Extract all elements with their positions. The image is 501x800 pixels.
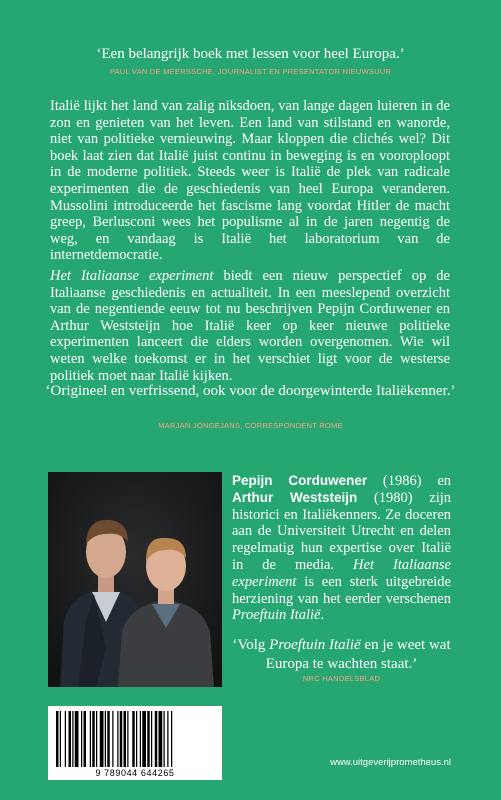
barcode-bar xyxy=(100,711,104,767)
bio-book-title: Het Italiaanse experiment xyxy=(232,556,451,590)
description-paragraph-2-text: biedt een nieuw perspectief op de Italiaanse geschiedenis en actualiteit. In een meeslepend overzicht van de negentiende eeuw tot nu beschrijven Pepijn Corduwener en Arthur Weststeijn hoe Italië keer op keer nieuwe politieke experimenten lanceert die elders worden overgenomen. Wie wil weten welke toekomst er in het verschiet ligt voor de westerse politiek moet naar Italië kijken. xyxy=(50,268,450,384)
isbn-barcode xyxy=(48,706,222,780)
barcode-bar xyxy=(171,711,172,767)
barcode-bar xyxy=(96,711,97,767)
description-paragraph-2 xyxy=(50,268,450,384)
middle-quote-attribution: MARJAN JONGEJANS, CORRESPONDENT ROME xyxy=(158,421,343,430)
middle-quote: ‘Origineel en verfrissend, ook voor de doorgewinterde Italiëkenner.’ xyxy=(45,383,456,399)
barcode-bar xyxy=(90,711,91,767)
barcode-bar xyxy=(65,711,66,767)
barcode-bar xyxy=(127,711,128,767)
barcode-bar xyxy=(164,711,165,767)
authors-photo xyxy=(48,472,222,687)
bio-text-end: . xyxy=(320,607,325,624)
author-2-name: Arthur Weststeijn xyxy=(232,489,358,505)
bottom-quote-attribution: NRC HANDELSBLAD xyxy=(302,674,381,683)
book-title-italic: Het Italiaanse experiment xyxy=(50,268,214,284)
barcode-bar xyxy=(151,711,152,767)
barcode-bar xyxy=(117,711,118,767)
barcode-bar xyxy=(155,711,158,767)
barcode-bar xyxy=(159,711,163,767)
barcode-bar xyxy=(92,711,95,767)
barcode-bar xyxy=(147,711,150,767)
publisher-website: www.uitgeverijprometheus.nl xyxy=(330,757,451,768)
bio-prev-title: Proeftuin Italië xyxy=(232,607,321,624)
barcode-bar xyxy=(140,711,141,767)
barcode-bar xyxy=(60,711,61,767)
author-1-name: Pepijn Corduwener xyxy=(232,473,368,488)
author-1-years: (1986) en xyxy=(367,473,451,489)
author-bio xyxy=(232,473,451,624)
description-paragraph-1: Italië lijkt het land van zalig niksdoen, van lange dagen luieren in de zon en genieten van het leven. Een land van stilstand en wanorde, niet van politieke vernieuwing. Maar kloppen die clichés wel? Dit boek laat zien dat Italië juist continu in beweging is en vooroploopt in de moderne politiek. Steeds weer is Italië de plek van radicale experimenten die de geschiedenis van heel Europa veranderen. Mussolini introduceerde het fascisme lang voordat Hitler de macht greep, Berlusconi wees het populisme al in de jaren negentig de weg, en vandaag is Italië het laboratorium van de internetdemocratie. xyxy=(50,98,450,264)
barcode-bar xyxy=(124,711,127,767)
top-quote-attribution: PAUL VAN DE MEERSSCHE, JOURNALIST EN PRESENTATOR NIEUWSUUR xyxy=(109,67,392,76)
bottom-quote-pre: ‘Volg xyxy=(232,637,270,653)
barcode-bars xyxy=(54,711,216,767)
bottom-quote xyxy=(232,636,451,674)
barcode-bar xyxy=(107,711,110,767)
barcode-bar xyxy=(105,711,106,767)
barcode-bar xyxy=(72,711,73,767)
authors-photo-illustration xyxy=(48,472,222,687)
barcode-bar xyxy=(132,711,135,767)
bottom-quote-post: en je weet wat Europa te wachten staat.’ xyxy=(265,637,451,672)
isbn-number: 9 789044 644265 xyxy=(95,768,175,778)
bottom-quote-title: Proeftuin Italië xyxy=(269,637,361,653)
barcode-bar xyxy=(120,711,123,767)
barcode-bar xyxy=(112,711,113,767)
barcode-bar xyxy=(167,711,168,767)
barcode-bar xyxy=(84,711,87,767)
barcode-bar xyxy=(142,711,146,767)
barcode-bar xyxy=(75,711,79,767)
barcode-bar xyxy=(69,711,72,767)
bio-text-1: (1980) zijn historici en Italiëkenners. Ze doceren aan de Universiteit Utrecht en delen regelmatig hun expertise over Italië in de media. xyxy=(232,489,451,573)
barcode-bar xyxy=(56,711,59,767)
barcode-bar xyxy=(136,711,137,767)
bio-text-2: is een sterk uitgebreide herziening van het eerder verschenen xyxy=(232,573,451,607)
barcode-bar xyxy=(81,711,82,767)
top-quote: ‘Een belangrijk boek met lessen voor heel Europa.’ xyxy=(96,46,405,62)
